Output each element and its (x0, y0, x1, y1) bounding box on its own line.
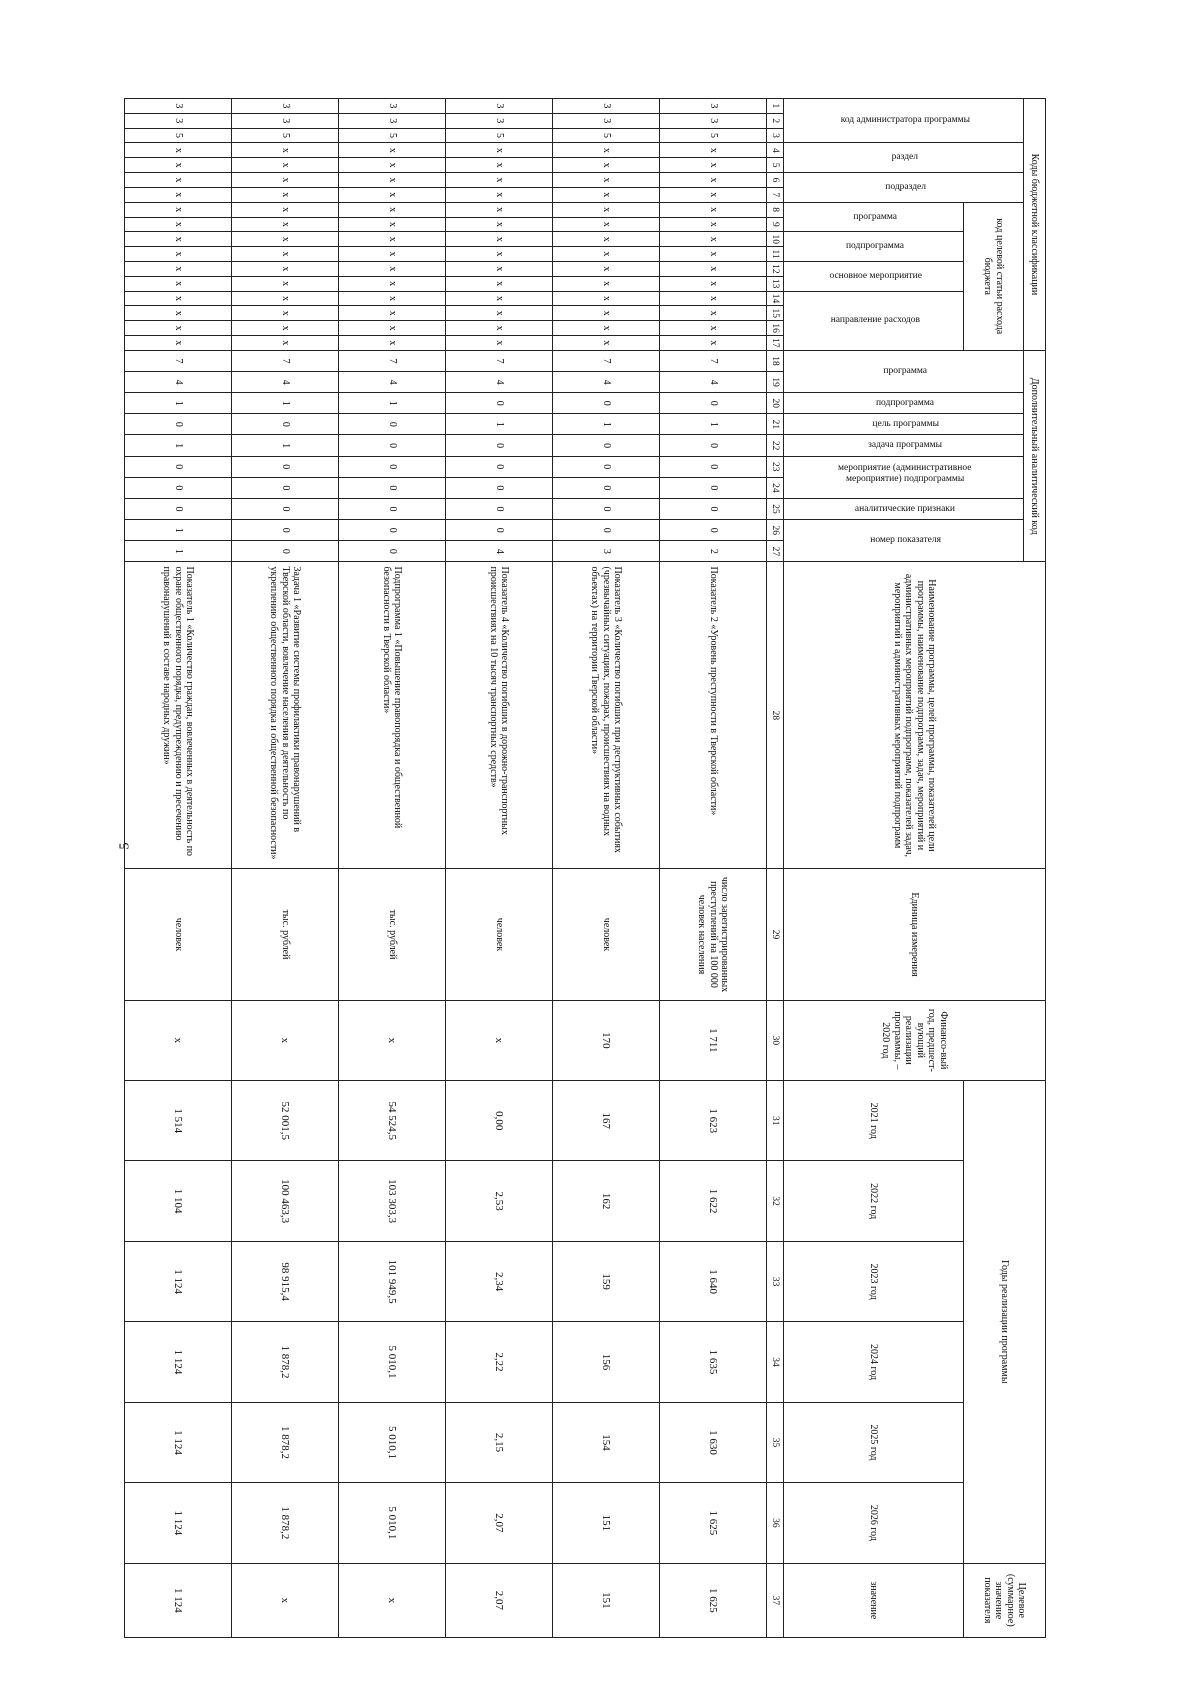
row-prev-year: 170 (553, 1000, 660, 1080)
code-cell: х (553, 158, 660, 173)
code-cell: 4 (660, 372, 767, 393)
row-year-value: 1 622 (660, 1161, 767, 1241)
row-unit: человек (553, 869, 660, 1000)
column-number: 4 (767, 143, 784, 158)
row-prev-year: х (339, 1000, 446, 1080)
code-cell: х (660, 291, 767, 306)
code-cell: х (232, 276, 339, 291)
program-indicators-table (124, 98, 1046, 1638)
code-cell: х (232, 261, 339, 276)
column-number: 18 (767, 350, 784, 371)
column-number: 29 (767, 869, 784, 1000)
column-number: 37 (767, 1563, 784, 1637)
code-cell: 0 (553, 498, 660, 519)
row-year-value: 54 524,5 (339, 1081, 446, 1161)
code-cell: х (339, 173, 446, 188)
row-year-value: 1 104 (125, 1161, 232, 1241)
code-cell: 5 (660, 128, 767, 143)
row-year-value: 1 625 (660, 1483, 767, 1563)
year-header-2024: 2024 год (784, 1322, 964, 1402)
table-row (553, 99, 660, 1638)
code-cell: х (553, 261, 660, 276)
code-cell: х (446, 232, 553, 247)
code-cell: х (660, 158, 767, 173)
code-cell: 0 (446, 498, 553, 519)
analytic-sign-header: аналитические признаки (855, 503, 956, 514)
code-cell: 0 (339, 435, 446, 456)
code-cell: 0 (660, 456, 767, 477)
row-year-value: 1 124 (125, 1402, 232, 1482)
code-cell: 3 (232, 99, 339, 114)
row-target-value: х (339, 1563, 446, 1637)
code-cell: 0 (660, 393, 767, 414)
code-cell: 0 (446, 456, 553, 477)
code-cell: 0 (125, 477, 232, 498)
code-cell: 5 (446, 128, 553, 143)
table-row (125, 99, 232, 1638)
an-program-header: программа (883, 366, 928, 377)
column-number: 7 (767, 187, 784, 202)
code-cell: 4 (553, 372, 660, 393)
code-cell: х (660, 261, 767, 276)
code-cell: х (446, 158, 553, 173)
code-cell: 0 (125, 498, 232, 519)
column-number: 2 (767, 113, 784, 128)
row-year-value: 5 010,1 (339, 1483, 446, 1563)
row-year-value: 1 635 (660, 1322, 767, 1402)
code-cell: 4 (339, 372, 446, 393)
admin-code-header: код администратора программы (840, 115, 970, 126)
program-code-header: программа (853, 211, 898, 222)
row-name: Показатель 4 «Количество погибших в дорожно-транспортных происшествиях на 10 тысяч транспортных средств» (446, 562, 553, 869)
subprogram-code-header: подпрограмма (846, 241, 905, 252)
additional-code-header: Дополнительный аналитический код (1024, 350, 1046, 562)
code-cell: х (125, 173, 232, 188)
code-cell: х (232, 143, 339, 158)
row-prev-year: х (446, 1000, 553, 1080)
code-cell: 0 (446, 393, 553, 414)
column-number: 15 (767, 306, 784, 321)
column-number: 14 (767, 291, 784, 306)
code-cell: 1 (446, 414, 553, 435)
code-cell: 0 (232, 498, 339, 519)
code-cell: 0 (446, 520, 553, 541)
year-header-2022: 2022 год (784, 1161, 964, 1241)
column-number: 25 (767, 498, 784, 519)
code-cell: х (125, 306, 232, 321)
row-year-value: 100 463,3 (232, 1161, 339, 1241)
code-cell: 0 (660, 435, 767, 456)
code-cell: х (339, 261, 446, 276)
code-cell: 3 (553, 113, 660, 128)
code-cell: х (125, 247, 232, 262)
row-year-value: 52 001,5 (232, 1081, 339, 1161)
code-cell: 4 (446, 541, 553, 562)
row-year-value: 159 (553, 1241, 660, 1321)
row-year-value: 162 (553, 1161, 660, 1241)
row-year-value: 5 010,1 (339, 1402, 446, 1482)
code-cell: 0 (339, 414, 446, 435)
code-cell: 1 (125, 435, 232, 456)
row-year-value: 2,15 (446, 1402, 553, 1482)
code-cell: 0 (553, 393, 660, 414)
code-cell: х (232, 158, 339, 173)
code-cell: х (339, 143, 446, 158)
row-year-value: 154 (553, 1402, 660, 1482)
row-name: Задача 1 «Развитие системы профилактики правонарушений в Тверской области, вовлечение населения в деятельность по укреплению общественного порядка и общественной безопасности» (232, 562, 339, 869)
unit-column-header: Единица измерения (784, 869, 1046, 1000)
row-name: Показатель 1 «Количество граждан, вовлеченных в деятельность по охране общественного порядка, предупреждению и пресечению правонарушений в составе народных дружин» (125, 562, 232, 869)
code-cell: 2 (660, 541, 767, 562)
row-year-value: 1 878,2 (232, 1402, 339, 1482)
column-number: 33 (767, 1241, 784, 1321)
code-cell: х (553, 247, 660, 262)
code-cell: х (232, 291, 339, 306)
code-cell: х (125, 158, 232, 173)
year-header-2023: 2023 год (784, 1241, 964, 1321)
code-cell: х (232, 173, 339, 188)
row-year-value: 101 949,5 (339, 1241, 446, 1321)
code-cell: 0 (339, 541, 446, 562)
code-cell: х (446, 261, 553, 276)
main-event-header: основное мероприятие (828, 270, 922, 281)
column-number: 32 (767, 1161, 784, 1241)
table-row (446, 99, 553, 1638)
code-cell: 7 (446, 350, 553, 371)
code-cell: 0 (232, 414, 339, 435)
name-column-header: Наименование программы, целей программы, показателей цели программы, наименование подпрограмм, задач, мероприятий и административных мероприятий подпрограмм, показателей задач, мероприятий и административных мероприятий подпрограмм (784, 562, 1046, 869)
table-row (339, 99, 446, 1638)
row-year-value: 2,22 (446, 1322, 553, 1402)
code-cell: 3 (232, 113, 339, 128)
row-year-value: 1 514 (125, 1081, 232, 1161)
code-cell: 0 (553, 456, 660, 477)
code-cell: х (446, 187, 553, 202)
code-cell: 0 (232, 477, 339, 498)
row-name: Показатель 2 «Уровень преступности в Тверской области» (660, 562, 767, 869)
row-target-value: 151 (553, 1563, 660, 1637)
code-cell: х (339, 276, 446, 291)
column-number: 28 (767, 562, 784, 869)
code-cell: 4 (446, 372, 553, 393)
code-cell: х (660, 217, 767, 232)
code-cell: х (125, 143, 232, 158)
code-cell: 3 (660, 99, 767, 114)
year-header-2025: 2025 год (784, 1402, 964, 1482)
row-name: Показатель 3 «Количество погибших при деструктивных событиях (чрезвычайных ситуациях, пожарах, происшествиях на водных объектах) на территории Тверской области» (553, 562, 660, 869)
code-cell: х (125, 187, 232, 202)
column-number: 27 (767, 541, 784, 562)
expense-direction-header: направление расходов (830, 315, 920, 326)
row-target-value: 2,07 (446, 1563, 553, 1637)
code-cell: х (446, 217, 553, 232)
code-cell: 4 (232, 372, 339, 393)
code-cell: х (446, 306, 553, 321)
code-cell: 3 (553, 99, 660, 114)
code-cell: 4 (125, 372, 232, 393)
column-number: 12 (767, 261, 784, 276)
code-cell: 0 (446, 435, 553, 456)
code-cell: х (660, 321, 767, 336)
code-cell: х (125, 202, 232, 217)
code-cell: х (339, 187, 446, 202)
row-unit: тыс. рублей (339, 869, 446, 1000)
row-target-value: 1 124 (125, 1563, 232, 1637)
table-row (660, 99, 767, 1638)
code-cell: х (553, 187, 660, 202)
code-cell: х (446, 276, 553, 291)
row-unit: число зарегистрированных преступлений на 100 000 человек населения (660, 869, 767, 1000)
code-cell: х (232, 232, 339, 247)
code-cell: х (232, 187, 339, 202)
code-cell: 0 (446, 477, 553, 498)
code-cell: 5 (553, 128, 660, 143)
code-cell: х (232, 202, 339, 217)
code-cell: х (339, 336, 446, 351)
row-year-value: 98 915,4 (232, 1241, 339, 1321)
code-cell: х (553, 306, 660, 321)
code-cell: 0 (125, 414, 232, 435)
task-header: задача программы (868, 440, 943, 451)
row-unit: человек (125, 869, 232, 1000)
code-cell: 3 (446, 113, 553, 128)
code-cell: х (553, 291, 660, 306)
code-cell: 0 (125, 456, 232, 477)
prev-year-column-header: Финансо-вый год, предшест-вующий реализации программы, – 2020 год (784, 1000, 1046, 1080)
code-cell: 1 (125, 541, 232, 562)
row-year-value: 2,34 (446, 1241, 553, 1321)
year-header-2026: 2026 год (784, 1483, 964, 1563)
code-cell: х (660, 143, 767, 158)
code-cell: 0 (232, 541, 339, 562)
code-cell: 3 (660, 113, 767, 128)
column-number: 36 (767, 1483, 784, 1563)
code-cell: 0 (553, 520, 660, 541)
code-cell: х (660, 306, 767, 321)
code-cell: х (446, 173, 553, 188)
code-cell: 1 (232, 435, 339, 456)
code-cell: х (553, 232, 660, 247)
target-group-header: Целевое (суммарное) значение показателя (964, 1563, 1046, 1637)
code-cell: 5 (339, 128, 446, 143)
code-cell: 1 (553, 414, 660, 435)
code-cell: х (553, 173, 660, 188)
code-cell: х (339, 158, 446, 173)
rotated-table-wrapper (161, 98, 1046, 1638)
column-number: 35 (767, 1402, 784, 1482)
row-year-value: 5 010,1 (339, 1322, 446, 1402)
column-number: 16 (767, 321, 784, 336)
page-number: 5 (117, 842, 133, 850)
code-cell: х (446, 247, 553, 262)
row-year-value: 151 (553, 1483, 660, 1563)
column-number: 6 (767, 173, 784, 188)
code-cell: 7 (660, 350, 767, 371)
column-number: 1 (767, 99, 784, 114)
column-number: 31 (767, 1081, 784, 1161)
code-cell: 3 (446, 99, 553, 114)
code-cell: х (339, 217, 446, 232)
code-cell: х (446, 143, 553, 158)
code-cell: х (232, 306, 339, 321)
code-cell: х (660, 247, 767, 262)
code-cell: 7 (339, 350, 446, 371)
code-cell: 5 (125, 128, 232, 143)
years-group-header: Годы реализации программы (964, 1081, 1046, 1564)
row-year-value: 103 303,3 (339, 1161, 446, 1241)
row-year-value: 2,07 (446, 1483, 553, 1563)
column-number: 19 (767, 372, 784, 393)
target-value-header: значение (784, 1563, 964, 1637)
row-year-value: 1 124 (125, 1322, 232, 1402)
code-cell: 1 (232, 393, 339, 414)
row-target-value: 1 625 (660, 1563, 767, 1637)
an-subprogram-header: подпрограмма (876, 397, 935, 408)
row-year-value: 1 623 (660, 1081, 767, 1161)
code-cell: х (446, 202, 553, 217)
code-cell: 3 (339, 99, 446, 114)
subsection-header: подраздел (884, 181, 926, 192)
code-cell: х (660, 232, 767, 247)
code-cell: 1 (125, 520, 232, 541)
code-cell: х (125, 232, 232, 247)
code-cell: 0 (339, 456, 446, 477)
code-cell: х (125, 336, 232, 351)
table-row (232, 99, 339, 1638)
budget-codes-header: Коды бюджетной классификации (1024, 99, 1046, 351)
code-cell: х (339, 247, 446, 262)
code-cell: х (660, 187, 767, 202)
event-header: мероприятие (административное мероприятие) подпрограммы (838, 463, 972, 485)
code-cell: 1 (125, 393, 232, 414)
column-number: 17 (767, 336, 784, 351)
column-number: 3 (767, 128, 784, 143)
row-unit: человек (446, 869, 553, 1000)
row-year-value: 1 124 (125, 1241, 232, 1321)
code-cell: х (125, 291, 232, 306)
column-number: 30 (767, 1000, 784, 1080)
code-cell: 7 (553, 350, 660, 371)
row-year-value: 1 124 (125, 1483, 232, 1563)
code-cell: х (660, 276, 767, 291)
goal-header: цель программы (871, 418, 939, 429)
code-cell: 0 (339, 498, 446, 519)
row-prev-year: 1 711 (660, 1000, 767, 1080)
code-cell: х (553, 202, 660, 217)
code-cell: х (553, 336, 660, 351)
indicator-no-header: номер показателя (869, 535, 941, 546)
year-header-2021: 2021 год (784, 1081, 964, 1161)
code-cell: 7 (125, 350, 232, 371)
code-cell: 0 (553, 477, 660, 498)
target-article-header: код целевой статьи расхода бюджета (964, 202, 1024, 350)
code-cell: х (339, 306, 446, 321)
code-cell: х (339, 202, 446, 217)
code-cell: 3 (125, 99, 232, 114)
code-cell: 1 (660, 414, 767, 435)
code-cell: х (553, 217, 660, 232)
code-cell: 0 (660, 477, 767, 498)
code-cell: 3 (553, 541, 660, 562)
code-cell: х (232, 217, 339, 232)
row-year-value: 1 640 (660, 1241, 767, 1321)
code-cell: х (660, 336, 767, 351)
column-number: 23 (767, 456, 784, 477)
row-year-value: 2,53 (446, 1161, 553, 1241)
row-year-value: 1 630 (660, 1402, 767, 1482)
column-number: 21 (767, 414, 784, 435)
code-cell: 0 (660, 498, 767, 519)
code-cell: х (232, 336, 339, 351)
code-cell: х (660, 202, 767, 217)
column-number: 26 (767, 520, 784, 541)
row-year-value: 156 (553, 1322, 660, 1402)
row-prev-year: х (232, 1000, 339, 1080)
code-cell: 3 (125, 113, 232, 128)
code-cell: х (125, 261, 232, 276)
code-cell: 5 (232, 128, 339, 143)
column-number: 8 (767, 202, 784, 217)
column-number: 20 (767, 393, 784, 414)
column-number: 13 (767, 276, 784, 291)
code-cell: х (125, 276, 232, 291)
code-cell: х (125, 321, 232, 336)
row-prev-year: х (125, 1000, 232, 1080)
code-cell: х (232, 321, 339, 336)
code-cell: х (339, 291, 446, 306)
code-cell: х (232, 247, 339, 262)
code-cell: 7 (232, 350, 339, 371)
row-target-value: х (232, 1563, 339, 1637)
column-number: 10 (767, 232, 784, 247)
section-header: раздел (892, 152, 919, 163)
code-cell: 0 (232, 456, 339, 477)
column-number: 11 (767, 247, 784, 262)
code-cell: х (339, 232, 446, 247)
row-unit: тыс. рублей (232, 869, 339, 1000)
row-year-value: 0,00 (446, 1081, 553, 1161)
code-cell: х (125, 217, 232, 232)
code-cell: х (339, 321, 446, 336)
code-cell: х (446, 336, 553, 351)
code-cell: 0 (553, 435, 660, 456)
row-year-value: 167 (553, 1081, 660, 1161)
code-cell: х (553, 276, 660, 291)
code-cell: 3 (339, 113, 446, 128)
row-name: Подпрограмма 1 «Повышение правопорядка и общественной безопасности в Тверской области» (339, 562, 446, 869)
code-cell: х (553, 143, 660, 158)
row-year-value: 1 878,2 (232, 1322, 339, 1402)
code-cell: х (446, 291, 553, 306)
code-cell: 0 (339, 520, 446, 541)
code-cell: х (553, 321, 660, 336)
code-cell: 0 (339, 477, 446, 498)
column-number: 24 (767, 477, 784, 498)
row-year-value: 1 878,2 (232, 1483, 339, 1563)
code-cell: 0 (232, 520, 339, 541)
code-cell: х (446, 321, 553, 336)
column-number: 22 (767, 435, 784, 456)
code-cell: 0 (660, 520, 767, 541)
code-cell: х (660, 173, 767, 188)
column-number: 5 (767, 158, 784, 173)
column-numbers-row (767, 99, 784, 1638)
code-cell: 1 (339, 393, 446, 414)
column-number: 34 (767, 1322, 784, 1402)
column-number: 9 (767, 217, 784, 232)
